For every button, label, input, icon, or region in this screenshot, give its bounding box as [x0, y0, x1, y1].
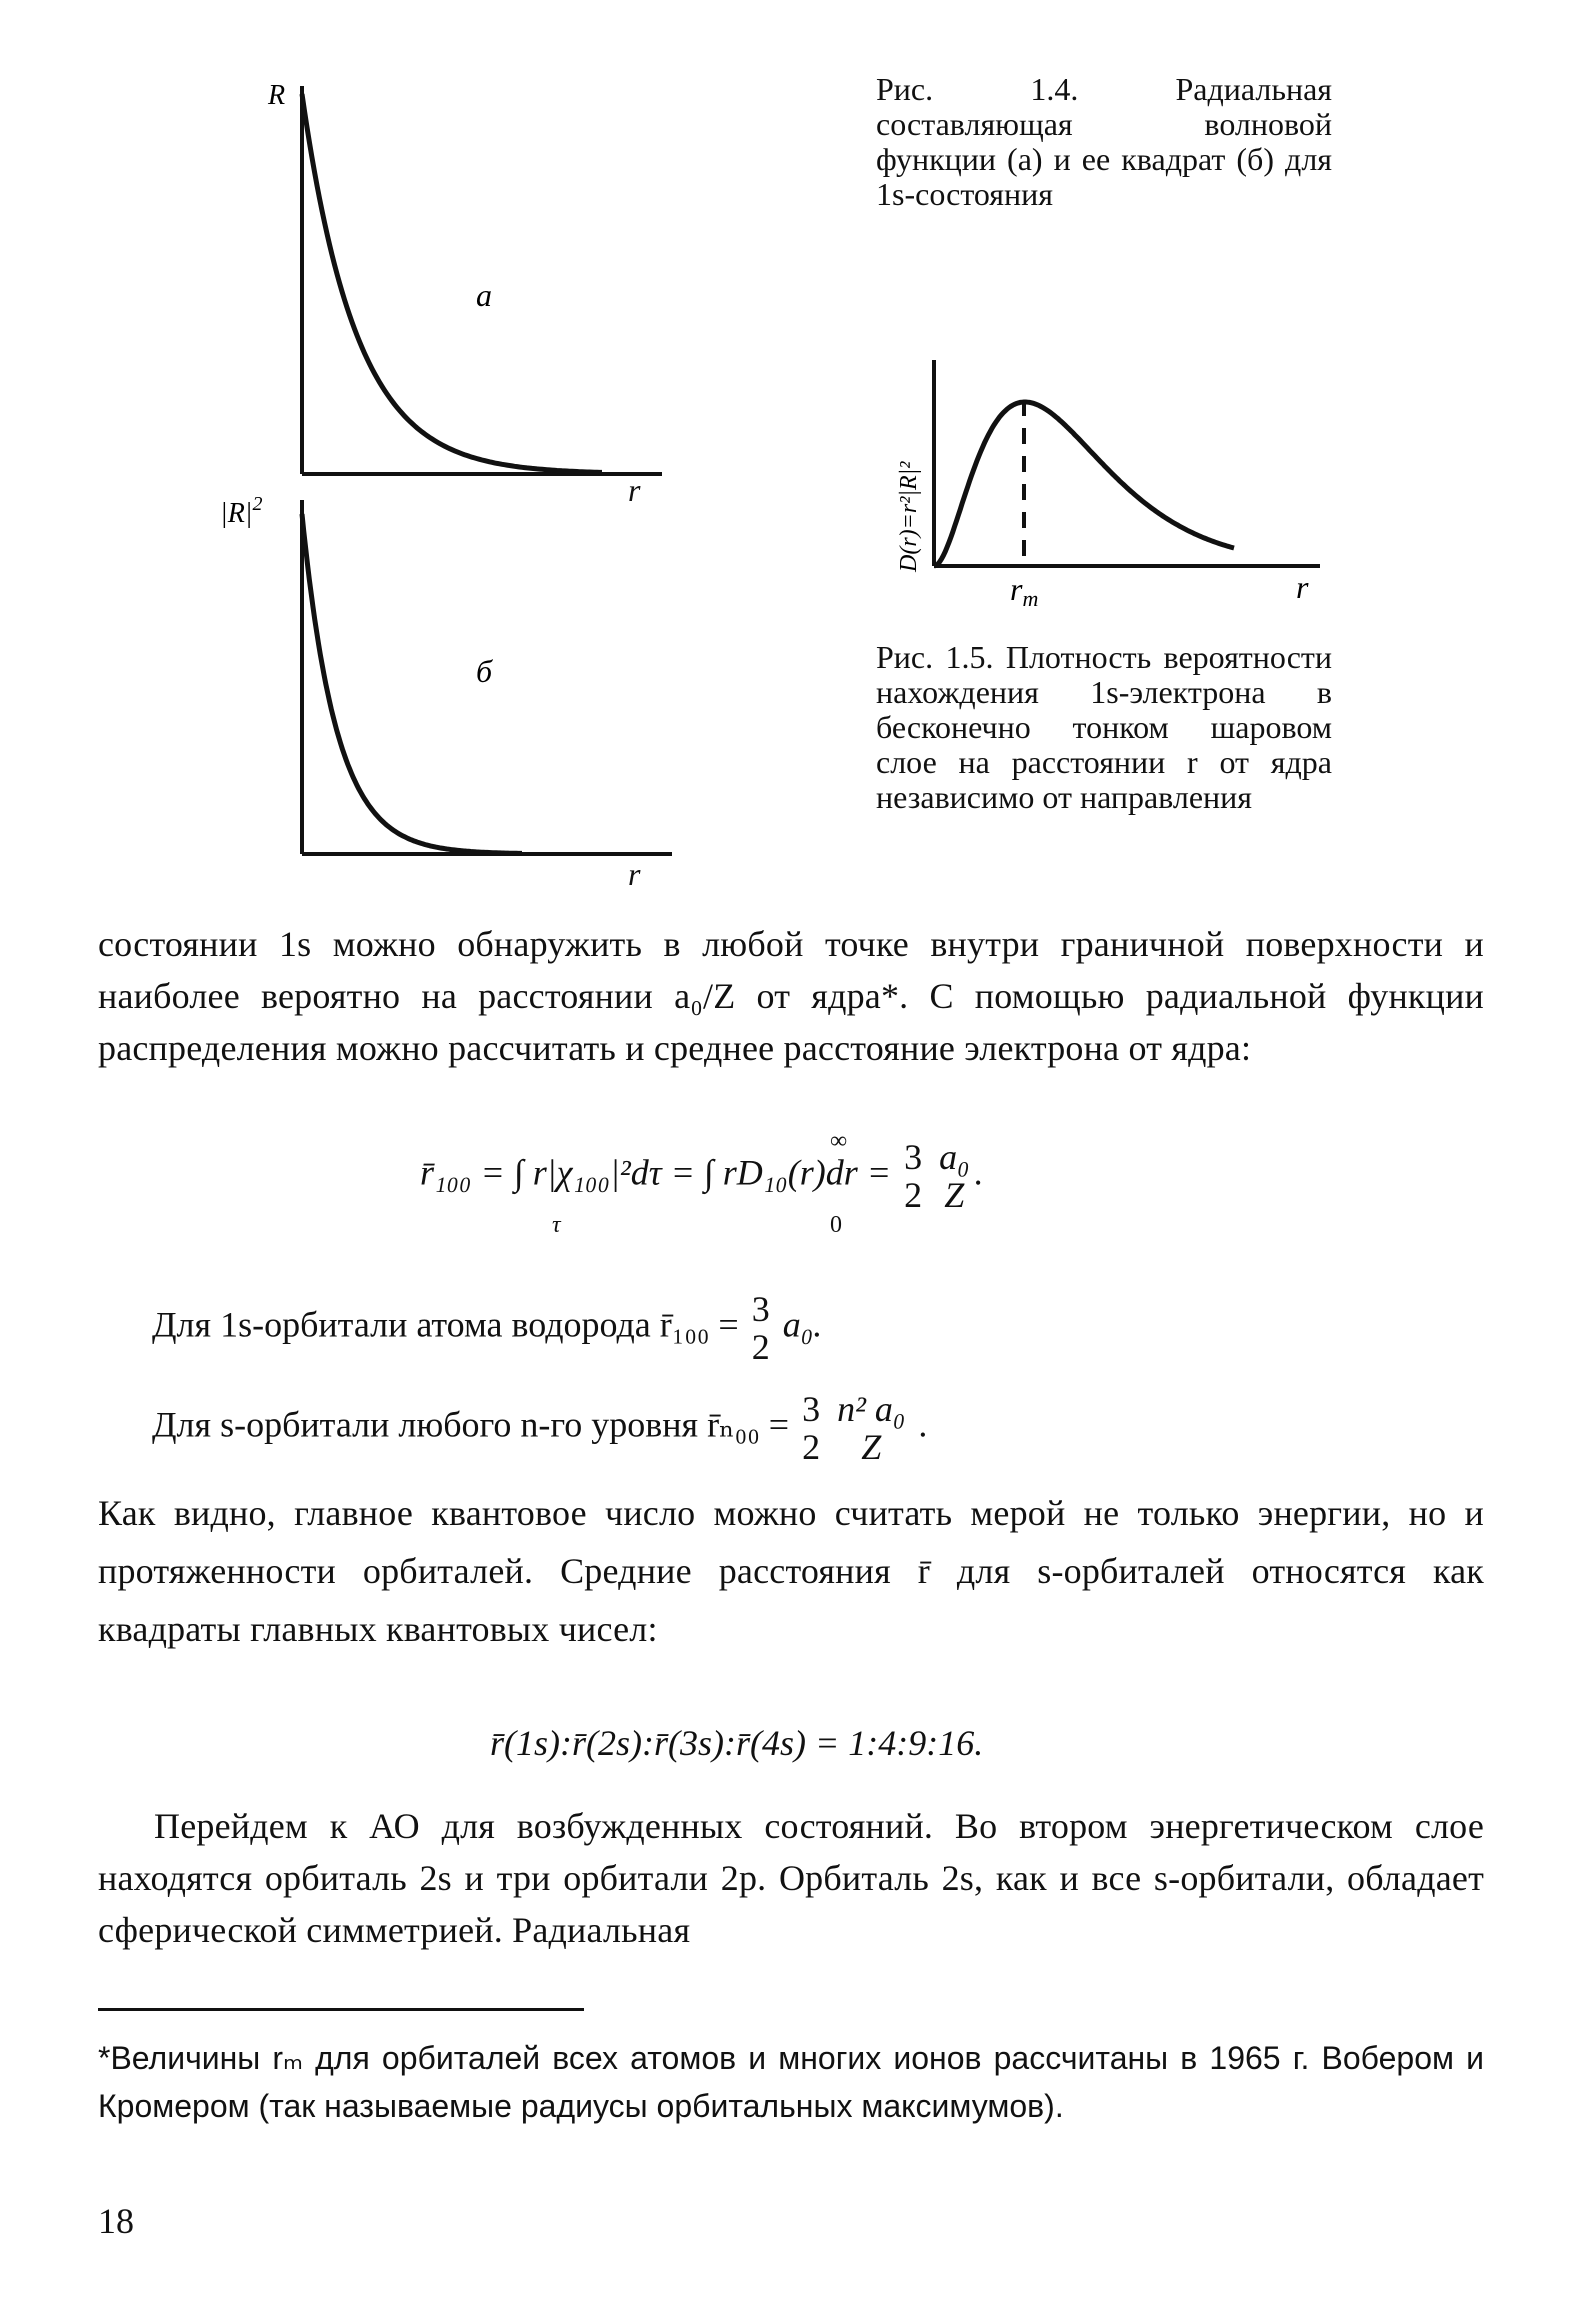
- eq3-frac1: [802, 1390, 820, 1466]
- equation-mean-radius: [420, 1138, 983, 1214]
- eq3-den2: Z: [861, 1427, 882, 1467]
- eq1-frac2-num: a₀: [939, 1137, 970, 1177]
- eq1-frac-a0-z: [939, 1138, 970, 1214]
- fig-a-x-label: r: [628, 472, 641, 508]
- eq1-int2-upper: ∞: [830, 1128, 848, 1154]
- fig-b-y-label: $|R|^2$: [220, 493, 263, 529]
- figure-1-4b: [220, 490, 680, 870]
- paragraph-1: состоянии 1s можно обнаружить в любой точке внутри граничной поверхности и наиболее вероятно на расстоянии a₀/Z от ядра*. С помощью радиальной функции распределения можно рассчитать и среднее расстояние электрона от ядра:: [98, 924, 1484, 1068]
- fig-b-x-label: r: [628, 856, 641, 892]
- equation-ratio: r̄(1s):r̄(2s):r̄(3s):r̄(4s) = 1:4:9:16.: [490, 1723, 984, 1763]
- eq3-end: .: [918, 1404, 928, 1445]
- eq1-int-lower: τ: [552, 1212, 561, 1238]
- caption-fig-1-4: Рис. 1.4. Радиальная составляющая волновой функции (а) и ее квадрат (б) для 1s-состояния: [876, 71, 1332, 212]
- eq3-den1: 2: [802, 1427, 821, 1467]
- caption-fig-1-5: Рис. 1.5. Плотность вероятности нахождения 1s-электрона в бесконечно тонком шаровом слое на расстоянии r от ядра независимо от направления: [876, 639, 1332, 815]
- fig-15-curve: [934, 402, 1234, 566]
- fig-15-x-label: r: [1296, 569, 1309, 605]
- eq1-end: .: [973, 1152, 983, 1193]
- fig-15-rm-label: rm: [1010, 571, 1039, 610]
- eq3-num1: 3: [802, 1389, 821, 1429]
- paragraph-2: Как видно, главное квантовое число можно считать мерой не только энергии, но и протяженности орбиталей. Средние расстояния r̄ для s-орбиталей относятся как квадраты главных квантовых чисел:: [98, 1493, 1484, 1649]
- eq1-frac1-num: 3: [904, 1137, 923, 1177]
- page-number: 18: [98, 2201, 134, 2241]
- eq3-text: Для s-орбитали любого n-го уровня r̄ₙ₀₀ =: [152, 1404, 790, 1445]
- equation-n-level: [152, 1390, 927, 1466]
- paragraph-3: Перейдем к АО для возбужденных состояний. Во втором энергетическом слое находятся орбиталь 2s и три орбитали 2p. Орбиталь 2s, как и все s-орбитали, обладает сферической симметрией. Радиальная: [98, 1806, 1484, 1950]
- footnote-rule: [98, 2008, 584, 2011]
- eq1-frac1-den: 2: [904, 1175, 923, 1215]
- eq2-end: a₀.: [782, 1304, 823, 1345]
- eq2-num: 3: [751, 1289, 770, 1329]
- eq3-frac2: [837, 1390, 905, 1466]
- eq1-frac-3-2: [904, 1138, 922, 1214]
- eq2-text: Для 1s-орбитали атома водорода r̄₁₀₀ =: [152, 1304, 739, 1345]
- eq3-num2: n² a₀: [837, 1389, 906, 1429]
- footnote: *Величины rₘ для орбиталей всех атомов и многих ионов рассчитаны в 1965 г. Вобером и Кромером (так называемые радиусы орбитальных максимумов).: [98, 2040, 1484, 2124]
- fig-a-y-label: R: [268, 80, 286, 111]
- fig-a-curve: [302, 94, 602, 472]
- fig-15-y-label: D(r)=r²|R|²: [896, 461, 922, 572]
- eq1-int2-lower: 0: [830, 1212, 842, 1238]
- fig-b-curve-label: б: [476, 653, 493, 689]
- equation-hydrogen: [152, 1290, 822, 1366]
- figure-1-4a: [250, 70, 670, 490]
- eq1-frac2-den: Z: [944, 1175, 965, 1215]
- eq2-den: 2: [751, 1327, 770, 1367]
- eq1-left: r̄₁₀₀ = ∫ r|χ₁₀₀|²dτ = ∫ rD₁₀(r)dr =: [420, 1152, 892, 1193]
- fig-a-curve-label: а: [476, 277, 492, 313]
- eq2-frac: [752, 1290, 770, 1366]
- figure-1-5: [880, 340, 1340, 610]
